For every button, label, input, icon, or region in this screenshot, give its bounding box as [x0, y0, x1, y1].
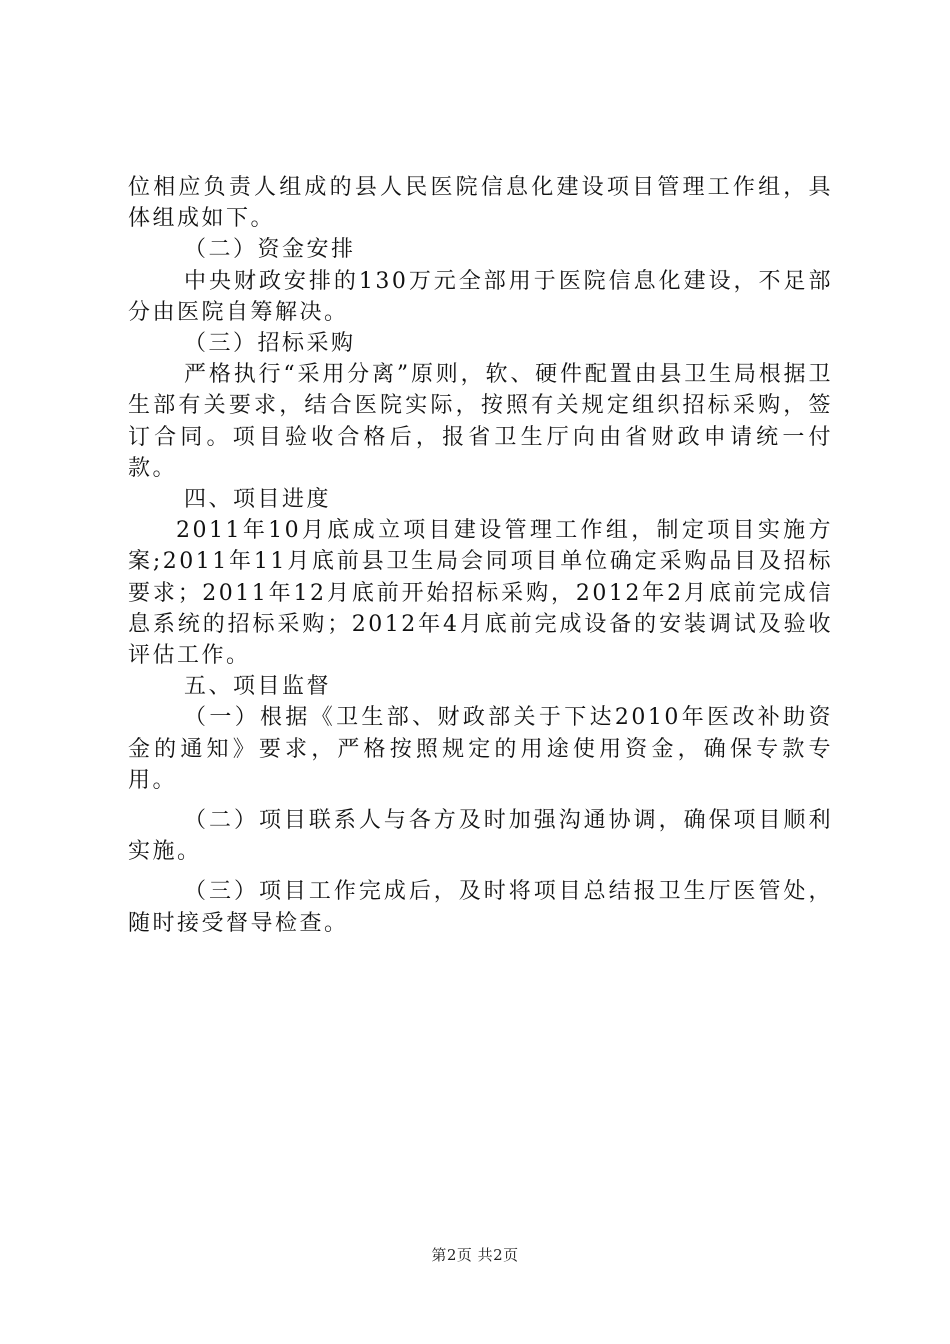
paragraph-progress: 2011年10月底成立项目建设管理工作组，制定项目实施方案;2011年11月底前县卫生局会同项目单位确定采购品目及招标要求；2011年12月底前开始招标采购，2012年2月底前完成信息系统的招标采购；2012年4月底前完成设备的安装调试及验收评估工作。 — [128, 518, 833, 669]
document-body — [128, 172, 833, 939]
page-footer: 第2页 共2页 — [431, 1246, 519, 1264]
section-heading-progress: 四、项目进度 — [184, 487, 332, 513]
paragraph-supervision-1: （一）根据《卫生部、财政部关于下达2010年医改补助资金的通知》要求，严格按照规定的用途使用资金，确保专款专用。 — [128, 705, 833, 793]
paragraph-supervision-3: （三）项目工作完成后，及时将项目总结报卫生厅医管处，随时接受督导检查。 — [128, 879, 833, 936]
paragraph-funding: 中央财政安排的130万元全部用于医院信息化建设，不足部分由医院自筹解决。 — [128, 268, 833, 325]
paragraph-continued: 位相应负责人组成的县人民医院信息化建设项目管理工作组，具体组成如下。 — [128, 175, 833, 232]
section-heading-supervision: 五、项目监督 — [184, 674, 332, 700]
paragraph-supervision-2: （二）项目联系人与各方及时加强沟通协调，确保项目顺利实施。 — [128, 808, 833, 865]
section-heading-procurement: （三）招标采购 — [184, 331, 356, 357]
paragraph-procurement: 严格执行“采用分离”原则，软、硬件配置由县卫生局根据卫生部有关要求，结合医院实际，按照有关规定组织招标采购，签订合同。项目验收合格后，报省卫生厅向由省财政申请统一付款。 — [128, 362, 833, 481]
section-heading-funding: （二）资金安排 — [184, 237, 356, 263]
